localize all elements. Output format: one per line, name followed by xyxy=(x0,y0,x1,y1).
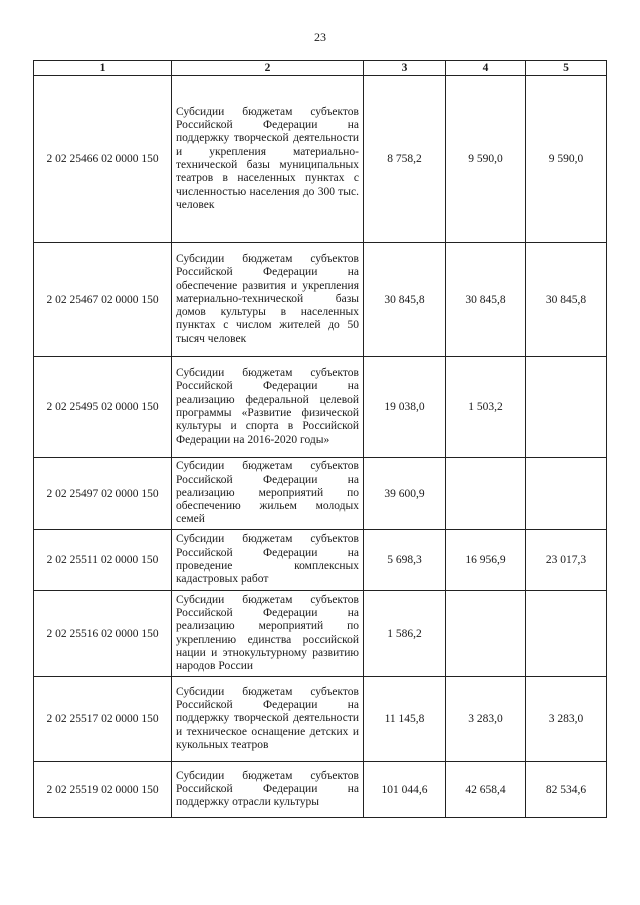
value-col5 xyxy=(526,458,607,530)
description: Субсидии бюджетам субъектов Российской Федерации на обеспечение развития и укрепления материально-технической базы домов культуры в населенных пунктах с числом жителей до 50 тысяч человек xyxy=(172,243,364,357)
value-col3: 1 586,2 xyxy=(364,591,446,677)
table-row xyxy=(34,243,607,357)
value-col3: 30 845,8 xyxy=(364,243,446,357)
value-col5 xyxy=(526,357,607,458)
description: Субсидии бюджетам субъектов Российской Федерации на поддержку творческой деятельности и укрепления материально-технической базы муниципальных театров в населенных пунктах с численностью населения до 300 тыс. человек xyxy=(172,76,364,243)
table-row xyxy=(34,591,607,677)
column-header: 2 xyxy=(172,61,364,76)
value-col4: 3 283,0 xyxy=(446,677,526,762)
value-col5: 30 845,8 xyxy=(526,243,607,357)
description: Субсидии бюджетам субъектов Российской Федерации на проведение комплексных кадастровых работ xyxy=(172,530,364,591)
description: Субсидии бюджетам субъектов Российской Федерации на поддержку отрасли культуры xyxy=(172,762,364,818)
column-header: 5 xyxy=(526,61,607,76)
value-col4: 16 956,9 xyxy=(446,530,526,591)
value-col4: 9 590,0 xyxy=(446,76,526,243)
value-col3: 101 044,6 xyxy=(364,762,446,818)
description: Субсидии бюджетам субъектов Российской Федерации на реализацию мероприятий по обеспечению жильем молодых семей xyxy=(172,458,364,530)
page-number: 23 xyxy=(314,30,326,44)
description: Субсидии бюджетам субъектов Российской Федерации на реализацию федеральной целевой программы «Развитие физической культуры и спорта в Российской Федерации на 2016-2020 годы» xyxy=(172,357,364,458)
table-row xyxy=(34,677,607,762)
table-row xyxy=(34,762,607,818)
value-col4 xyxy=(446,591,526,677)
value-col3: 39 600,9 xyxy=(364,458,446,530)
value-col3: 19 038,0 xyxy=(364,357,446,458)
value-col5: 9 590,0 xyxy=(526,76,607,243)
budget-code: 2 02 25516 02 0000 150 xyxy=(34,591,172,677)
budget-code: 2 02 25511 02 0000 150 xyxy=(34,530,172,591)
value-col5: 3 283,0 xyxy=(526,677,607,762)
budget-code: 2 02 25497 02 0000 150 xyxy=(34,458,172,530)
value-col4: 42 658,4 xyxy=(446,762,526,818)
column-header: 1 xyxy=(34,61,172,76)
budget-code: 2 02 25495 02 0000 150 xyxy=(34,357,172,458)
table-row xyxy=(34,458,607,530)
budget-code: 2 02 25467 02 0000 150 xyxy=(34,243,172,357)
value-col3: 11 145,8 xyxy=(364,677,446,762)
table-row xyxy=(34,76,607,243)
column-header: 4 xyxy=(446,61,526,76)
budget-table xyxy=(33,60,607,818)
value-col5 xyxy=(526,591,607,677)
value-col5: 23 017,3 xyxy=(526,530,607,591)
table-row xyxy=(34,530,607,591)
budget-code: 2 02 25517 02 0000 150 xyxy=(34,677,172,762)
value-col4: 30 845,8 xyxy=(446,243,526,357)
value-col3: 8 758,2 xyxy=(364,76,446,243)
value-col4 xyxy=(446,458,526,530)
column-header: 3 xyxy=(364,61,446,76)
value-col5: 82 534,6 xyxy=(526,762,607,818)
table-header-row xyxy=(34,61,607,76)
description: Субсидии бюджетам субъектов Российской Федерации на поддержку творческой деятельности и техническое оснащение детских и кукольных театров xyxy=(172,677,364,762)
budget-code: 2 02 25519 02 0000 150 xyxy=(34,762,172,818)
description: Субсидии бюджетам субъектов Российской Федерации на реализацию мероприятий по укреплению единства российской нации и этнокультурному развитию народов России xyxy=(172,591,364,677)
table-row xyxy=(34,357,607,458)
budget-code: 2 02 25466 02 0000 150 xyxy=(34,76,172,243)
value-col3: 5 698,3 xyxy=(364,530,446,591)
value-col4: 1 503,2 xyxy=(446,357,526,458)
